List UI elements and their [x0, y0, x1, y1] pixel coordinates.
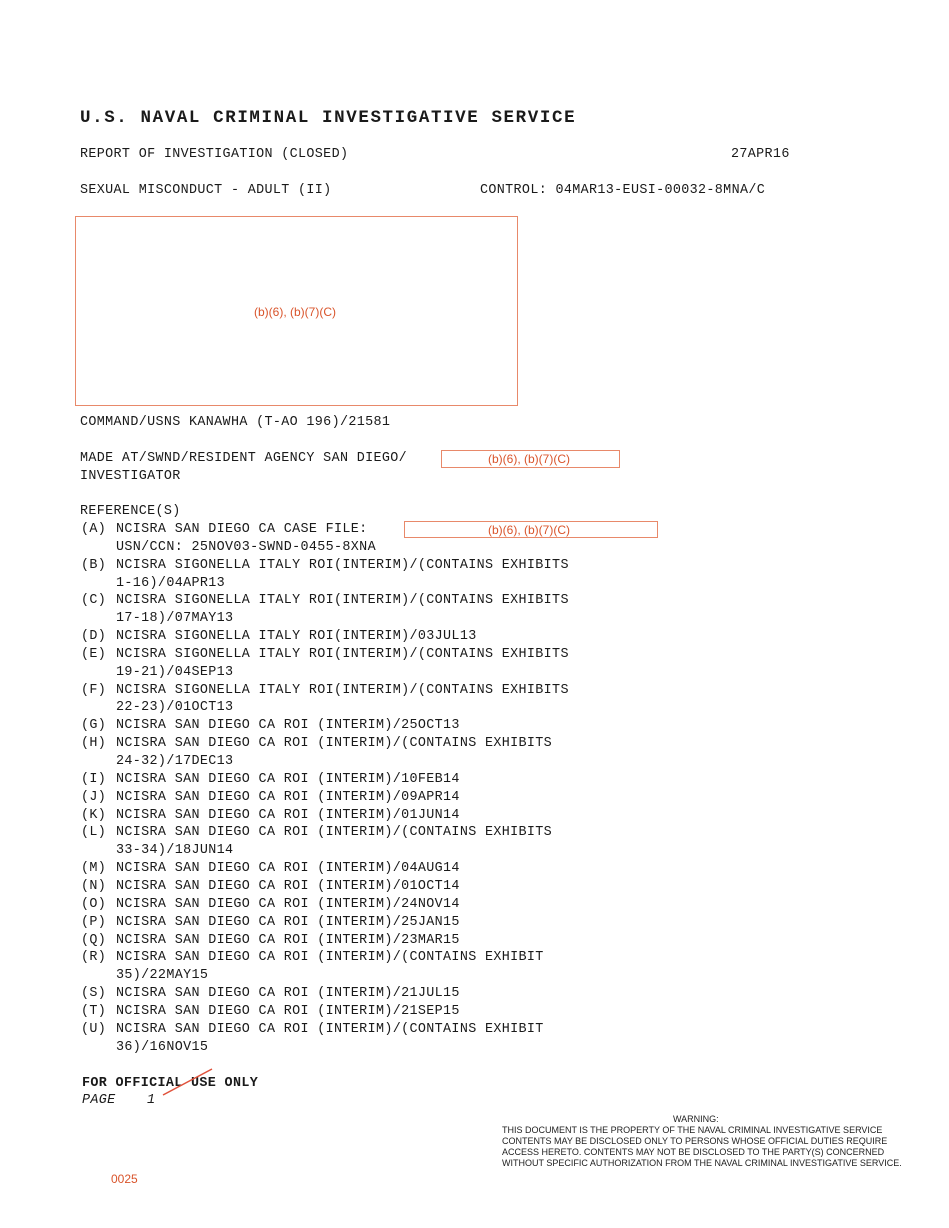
- fouo-marking: FOR OFFICIAL USE ONLY: [82, 1076, 259, 1091]
- report-type: REPORT OF INVESTIGATION (CLOSED): [80, 147, 349, 162]
- reference-text: USN/CCN: 25NOV03-SWND-0455-8XNA: [116, 539, 376, 555]
- reference-text: NCISRA SAN DIEGO CA ROI (INTERIM)/23MAR15: [116, 932, 460, 948]
- reference-text: NCISRA SIGONELLA ITALY ROI(INTERIM)/03JUL13: [116, 629, 477, 645]
- warning-line-1: THIS DOCUMENT IS THE PROPERTY OF THE NAVAL CRIMINAL INVESTIGATIVE SERVICE: [502, 1125, 883, 1135]
- reference-text: 33-34)/18JUN14: [116, 843, 234, 859]
- reference-text: NCISRA SAN DIEGO CA ROI (INTERIM)/25JAN15: [116, 914, 460, 930]
- redaction-label-case-file: (b)(6), (b)(7)(C): [488, 523, 570, 537]
- command-line: COMMAND/USNS KANAWHA (T-AO 196)/21581: [80, 415, 391, 430]
- reference-letter: (L): [81, 825, 107, 841]
- reference-text: NCISRA SIGONELLA ITALY ROI(INTERIM)/(CONTAINS EXHIBITS: [116, 557, 569, 573]
- control-number: CONTROL: 04MAR13-EUSI-00032-8MNA/C: [480, 183, 766, 198]
- reference-letter: (I): [81, 771, 107, 787]
- reference-letter: (D): [81, 629, 107, 645]
- warning-title: WARNING:: [673, 1114, 719, 1124]
- redaction-label-subject: (b)(6), (b)(7)(C): [254, 305, 336, 319]
- redaction-label-investigator: (b)(6), (b)(7)(C): [488, 452, 570, 466]
- reference-letter: (B): [81, 557, 107, 573]
- references-heading: REFERENCE(S): [80, 504, 181, 519]
- reference-text: NCISRA SAN DIEGO CA ROI (INTERIM)/(CONTAINS EXHIBIT: [116, 950, 544, 966]
- reference-text: NCISRA SIGONELLA ITALY ROI(INTERIM)/(CONTAINS EXHIBITS: [116, 593, 569, 609]
- reference-letter: (K): [81, 807, 107, 823]
- reference-text: NCISRA SAN DIEGO CA ROI (INTERIM)/(CONTAINS EXHIBIT: [116, 1021, 544, 1037]
- reference-letter: (H): [81, 736, 107, 752]
- reference-letter: (J): [81, 789, 107, 805]
- page-number: 1: [147, 1093, 156, 1108]
- agency-title: U.S. NAVAL CRIMINAL INVESTIGATIVE SERVICE: [80, 108, 577, 128]
- reference-text: 24-32)/17DEC13: [116, 754, 234, 770]
- reference-text: NCISRA SAN DIEGO CA ROI (INTERIM)/01JUN14: [116, 807, 460, 823]
- reference-text: 19-21)/04SEP13: [116, 664, 234, 680]
- reference-letter: (F): [81, 682, 107, 698]
- reference-letter: (G): [81, 718, 107, 734]
- reference-text: NCISRA SAN DIEGO CA CASE FILE:: [116, 522, 368, 537]
- reference-letter: (E): [81, 646, 107, 662]
- reference-letter: (A): [81, 522, 107, 537]
- bates-number: 0025: [111, 1172, 138, 1186]
- reference-text: 1-16)/04APR13: [116, 575, 226, 591]
- reference-letter: (S): [81, 986, 107, 1002]
- warning-line-2: CONTENTS MAY BE DISCLOSED ONLY TO PERSONS WHOSE OFFICIAL DUTIES REQUIRE: [502, 1136, 888, 1146]
- case-category: SEXUAL MISCONDUCT - ADULT (II): [80, 183, 332, 198]
- reference-letter: (Q): [81, 932, 107, 948]
- reference-letter: (P): [81, 914, 107, 930]
- made-at-line: MADE AT/SWND/RESIDENT AGENCY SAN DIEGO/: [80, 451, 408, 466]
- reference-text: NCISRA SAN DIEGO CA ROI (INTERIM)/10FEB14: [116, 771, 460, 787]
- reference-text: 22-23)/01OCT13: [116, 700, 234, 716]
- reference-text: NCISRA SAN DIEGO CA ROI (INTERIM)/09APR14: [116, 789, 460, 805]
- reference-text: 17-18)/07MAY13: [116, 611, 234, 627]
- reference-text: NCISRA SAN DIEGO CA ROI (INTERIM)/21SEP15: [116, 1003, 460, 1019]
- reference-text: 35)/22MAY15: [116, 968, 209, 984]
- reference-letter: (R): [81, 950, 107, 966]
- reference-letter: (M): [81, 861, 107, 877]
- reference-text: NCISRA SAN DIEGO CA ROI (INTERIM)/(CONTAINS EXHIBITS: [116, 736, 553, 752]
- reference-text: 36)/16NOV15: [116, 1039, 209, 1055]
- reference-text: NCISRA SAN DIEGO CA ROI (INTERIM)/21JUL15: [116, 986, 460, 1002]
- reference-text: NCISRA SAN DIEGO CA ROI (INTERIM)/01OCT14: [116, 879, 460, 894]
- reference-text: NCISRA SAN DIEGO CA ROI (INTERIM)/24NOV14: [116, 896, 460, 912]
- report-date: 27APR16: [731, 147, 790, 162]
- reference-text: NCISRA SAN DIEGO CA ROI (INTERIM)/(CONTAINS EXHIBITS: [116, 825, 553, 841]
- reference-letter: (T): [81, 1003, 107, 1019]
- reference-letter: (O): [81, 896, 107, 912]
- page-label: PAGE: [82, 1093, 116, 1108]
- reference-text: NCISRA SAN DIEGO CA ROI (INTERIM)/04AUG14: [116, 861, 460, 877]
- investigator-label: INVESTIGATOR: [80, 469, 181, 484]
- reference-letter: (N): [81, 879, 107, 894]
- reference-text: NCISRA SAN DIEGO CA ROI (INTERIM)/25OCT13: [116, 718, 460, 734]
- warning-line-4: WITHOUT SPECIFIC AUTHORIZATION FROM THE NAVAL CRIMINAL INVESTIGATIVE SERVICE.: [502, 1158, 902, 1168]
- reference-letter: (C): [81, 593, 107, 609]
- reference-text: NCISRA SIGONELLA ITALY ROI(INTERIM)/(CONTAINS EXHIBITS: [116, 646, 569, 662]
- reference-text: NCISRA SIGONELLA ITALY ROI(INTERIM)/(CONTAINS EXHIBITS: [116, 682, 569, 698]
- reference-letter: (U): [81, 1021, 107, 1037]
- pen-strike-mark: [160, 1066, 216, 1098]
- warning-line-3: ACCESS HERETO. CONTENTS MAY NOT BE DISCLOSED TO THE PARTY(S) CONCERNED: [502, 1147, 885, 1157]
